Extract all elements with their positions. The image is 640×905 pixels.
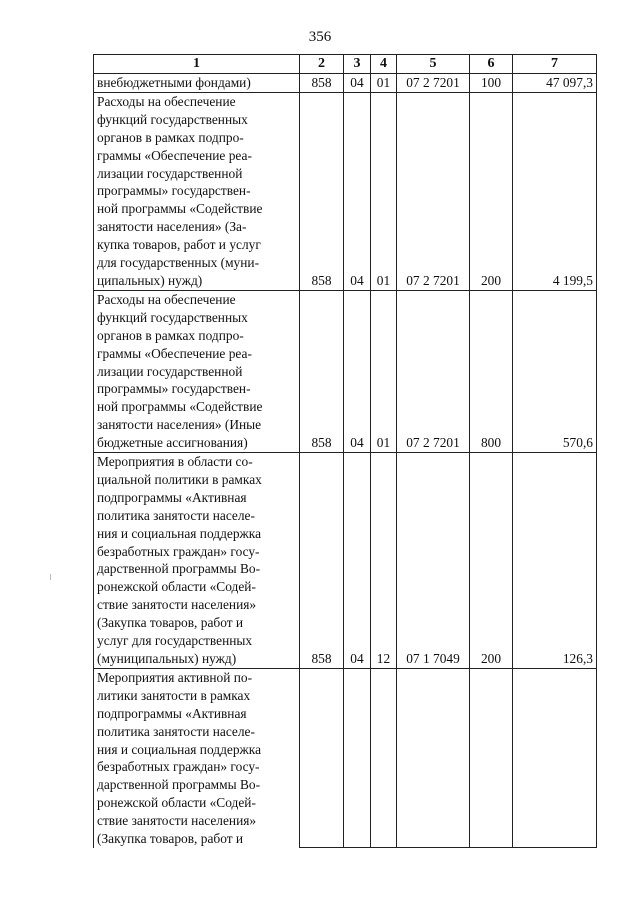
- description-line: для государственных (муни-: [97, 255, 260, 271]
- cell-target-item: 07 1 7049: [397, 453, 470, 669]
- column-header-2: 2: [300, 55, 344, 74]
- cell-section-code: [344, 668, 371, 848]
- header-row: [94, 55, 597, 74]
- description-line: ципальных) нужд): [97, 272, 203, 288]
- description-line: подпрограммы «Активная: [97, 489, 247, 505]
- description-line: ствие занятости населения»: [97, 597, 257, 613]
- cell-expense-type: [470, 668, 513, 848]
- row-description: [94, 290, 300, 452]
- description-line: программы» государствен-: [97, 183, 251, 199]
- row-description: [94, 74, 300, 93]
- description-line: функций государственных: [97, 111, 248, 127]
- description-line: Расходы на обеспечение: [97, 93, 236, 109]
- description-line: ствие занятости населения»: [97, 813, 257, 829]
- cell-section-code: 04: [344, 453, 371, 669]
- description-line: занятости населения» (За-: [97, 219, 247, 235]
- column-header-6: 6: [470, 55, 513, 74]
- page-number: 356: [308, 29, 332, 45]
- cell-expense-type: 800: [470, 290, 513, 452]
- cell-expense-type: 200: [470, 92, 513, 290]
- description-line: лизации государственной: [97, 363, 243, 379]
- cell-section-code: 04: [344, 92, 371, 290]
- description-line: Расходы на обеспечение: [97, 291, 236, 307]
- description-line: внебюджетными фондами): [97, 75, 251, 90]
- column-header-3: 3: [344, 55, 371, 74]
- cell-amount: 570,6: [513, 290, 597, 452]
- cell-ministry-code: [300, 668, 344, 848]
- table-row: [94, 74, 597, 93]
- table-row: [94, 453, 597, 669]
- description-line: функций государственных: [97, 309, 248, 325]
- description-line: безработных граждан» госу-: [97, 759, 260, 775]
- cell-ministry-code: 858: [300, 290, 344, 452]
- description-line: литики занятости в рамках: [97, 687, 251, 703]
- budget-table: [93, 54, 597, 848]
- column-header-1: 1: [94, 55, 300, 74]
- cell-ministry-code: 858: [300, 92, 344, 290]
- cell-ministry-code: 858: [300, 74, 344, 93]
- description-line: ной программы «Содействие: [97, 201, 263, 217]
- description-line: политика занятости населе-: [97, 723, 255, 739]
- description-line: дарственной программы Во-: [97, 777, 261, 793]
- table-row: [94, 668, 597, 848]
- description-line: (муниципальных) нужд): [97, 651, 237, 666]
- description-line: граммы «Обеспечение реа-: [97, 345, 252, 361]
- row-description: [94, 92, 300, 290]
- cell-target-item: 07 2 7201: [397, 290, 470, 452]
- table-header: [94, 55, 597, 74]
- description-line: ния и социальная поддержка: [97, 525, 262, 541]
- row-description: [94, 453, 300, 669]
- description-line: программы» государствен-: [97, 381, 251, 397]
- column-header-5: 5: [397, 55, 470, 74]
- row-description: [94, 668, 300, 848]
- description-line: органов в рамках подпро-: [97, 327, 244, 343]
- description-line: ной программы «Содействие: [97, 399, 263, 415]
- cell-amount: 47 097,3: [513, 74, 597, 93]
- description-line: ронежской области «Содей-: [97, 795, 256, 811]
- description-line: (Закупка товаров, работ и: [97, 615, 244, 631]
- column-header-4: 4: [371, 55, 397, 74]
- margin-mark: [50, 574, 51, 580]
- cell-target-item: 07 2 7201: [397, 92, 470, 290]
- cell-subsection-code: 12: [371, 453, 397, 669]
- cell-section-code: 04: [344, 74, 371, 93]
- cell-ministry-code: 858: [300, 453, 344, 669]
- cell-subsection-code: [371, 668, 397, 848]
- description-line: ронежской области «Содей-: [97, 579, 256, 595]
- description-line: услуг для государственных: [97, 633, 253, 649]
- cell-amount: [513, 668, 597, 848]
- description-line: дарственной программы Во-: [97, 561, 261, 577]
- description-line: купка товаров, работ и услуг: [97, 237, 261, 253]
- cell-subsection-code: 01: [371, 92, 397, 290]
- cell-section-code: 04: [344, 290, 371, 452]
- cell-target-item: [397, 668, 470, 848]
- description-line: органов в рамках подпро-: [97, 129, 244, 145]
- table-body: [94, 74, 597, 848]
- column-header-7: 7: [513, 55, 597, 74]
- description-line: бюджетные ассигнования): [97, 435, 248, 451]
- table-row: [94, 92, 597, 290]
- description-line: Мероприятия в области со-: [97, 454, 253, 470]
- description-line: ния и социальная поддержка: [97, 741, 262, 757]
- cell-amount: 126,3: [513, 453, 597, 669]
- description-line: политика занятости населе-: [97, 507, 255, 523]
- cell-subsection-code: 01: [371, 290, 397, 452]
- cell-amount: 4 199,5: [513, 92, 597, 290]
- cell-expense-type: 100: [470, 74, 513, 93]
- table-row: [94, 290, 597, 452]
- description-line: занятости населения» (Иные: [97, 417, 262, 433]
- description-line: (Закупка товаров, работ и: [97, 831, 244, 847]
- cell-subsection-code: 01: [371, 74, 397, 93]
- description-line: Мероприятия активной по-: [97, 669, 253, 685]
- description-line: безработных граждан» госу-: [97, 543, 260, 559]
- cell-expense-type: 200: [470, 453, 513, 669]
- description-line: лизации государственной: [97, 165, 243, 181]
- description-line: граммы «Обеспечение реа-: [97, 147, 252, 163]
- description-line: подпрограммы «Активная: [97, 705, 247, 721]
- description-line: циальной политики в рамках: [97, 471, 262, 487]
- cell-target-item: 07 2 7201: [397, 74, 470, 93]
